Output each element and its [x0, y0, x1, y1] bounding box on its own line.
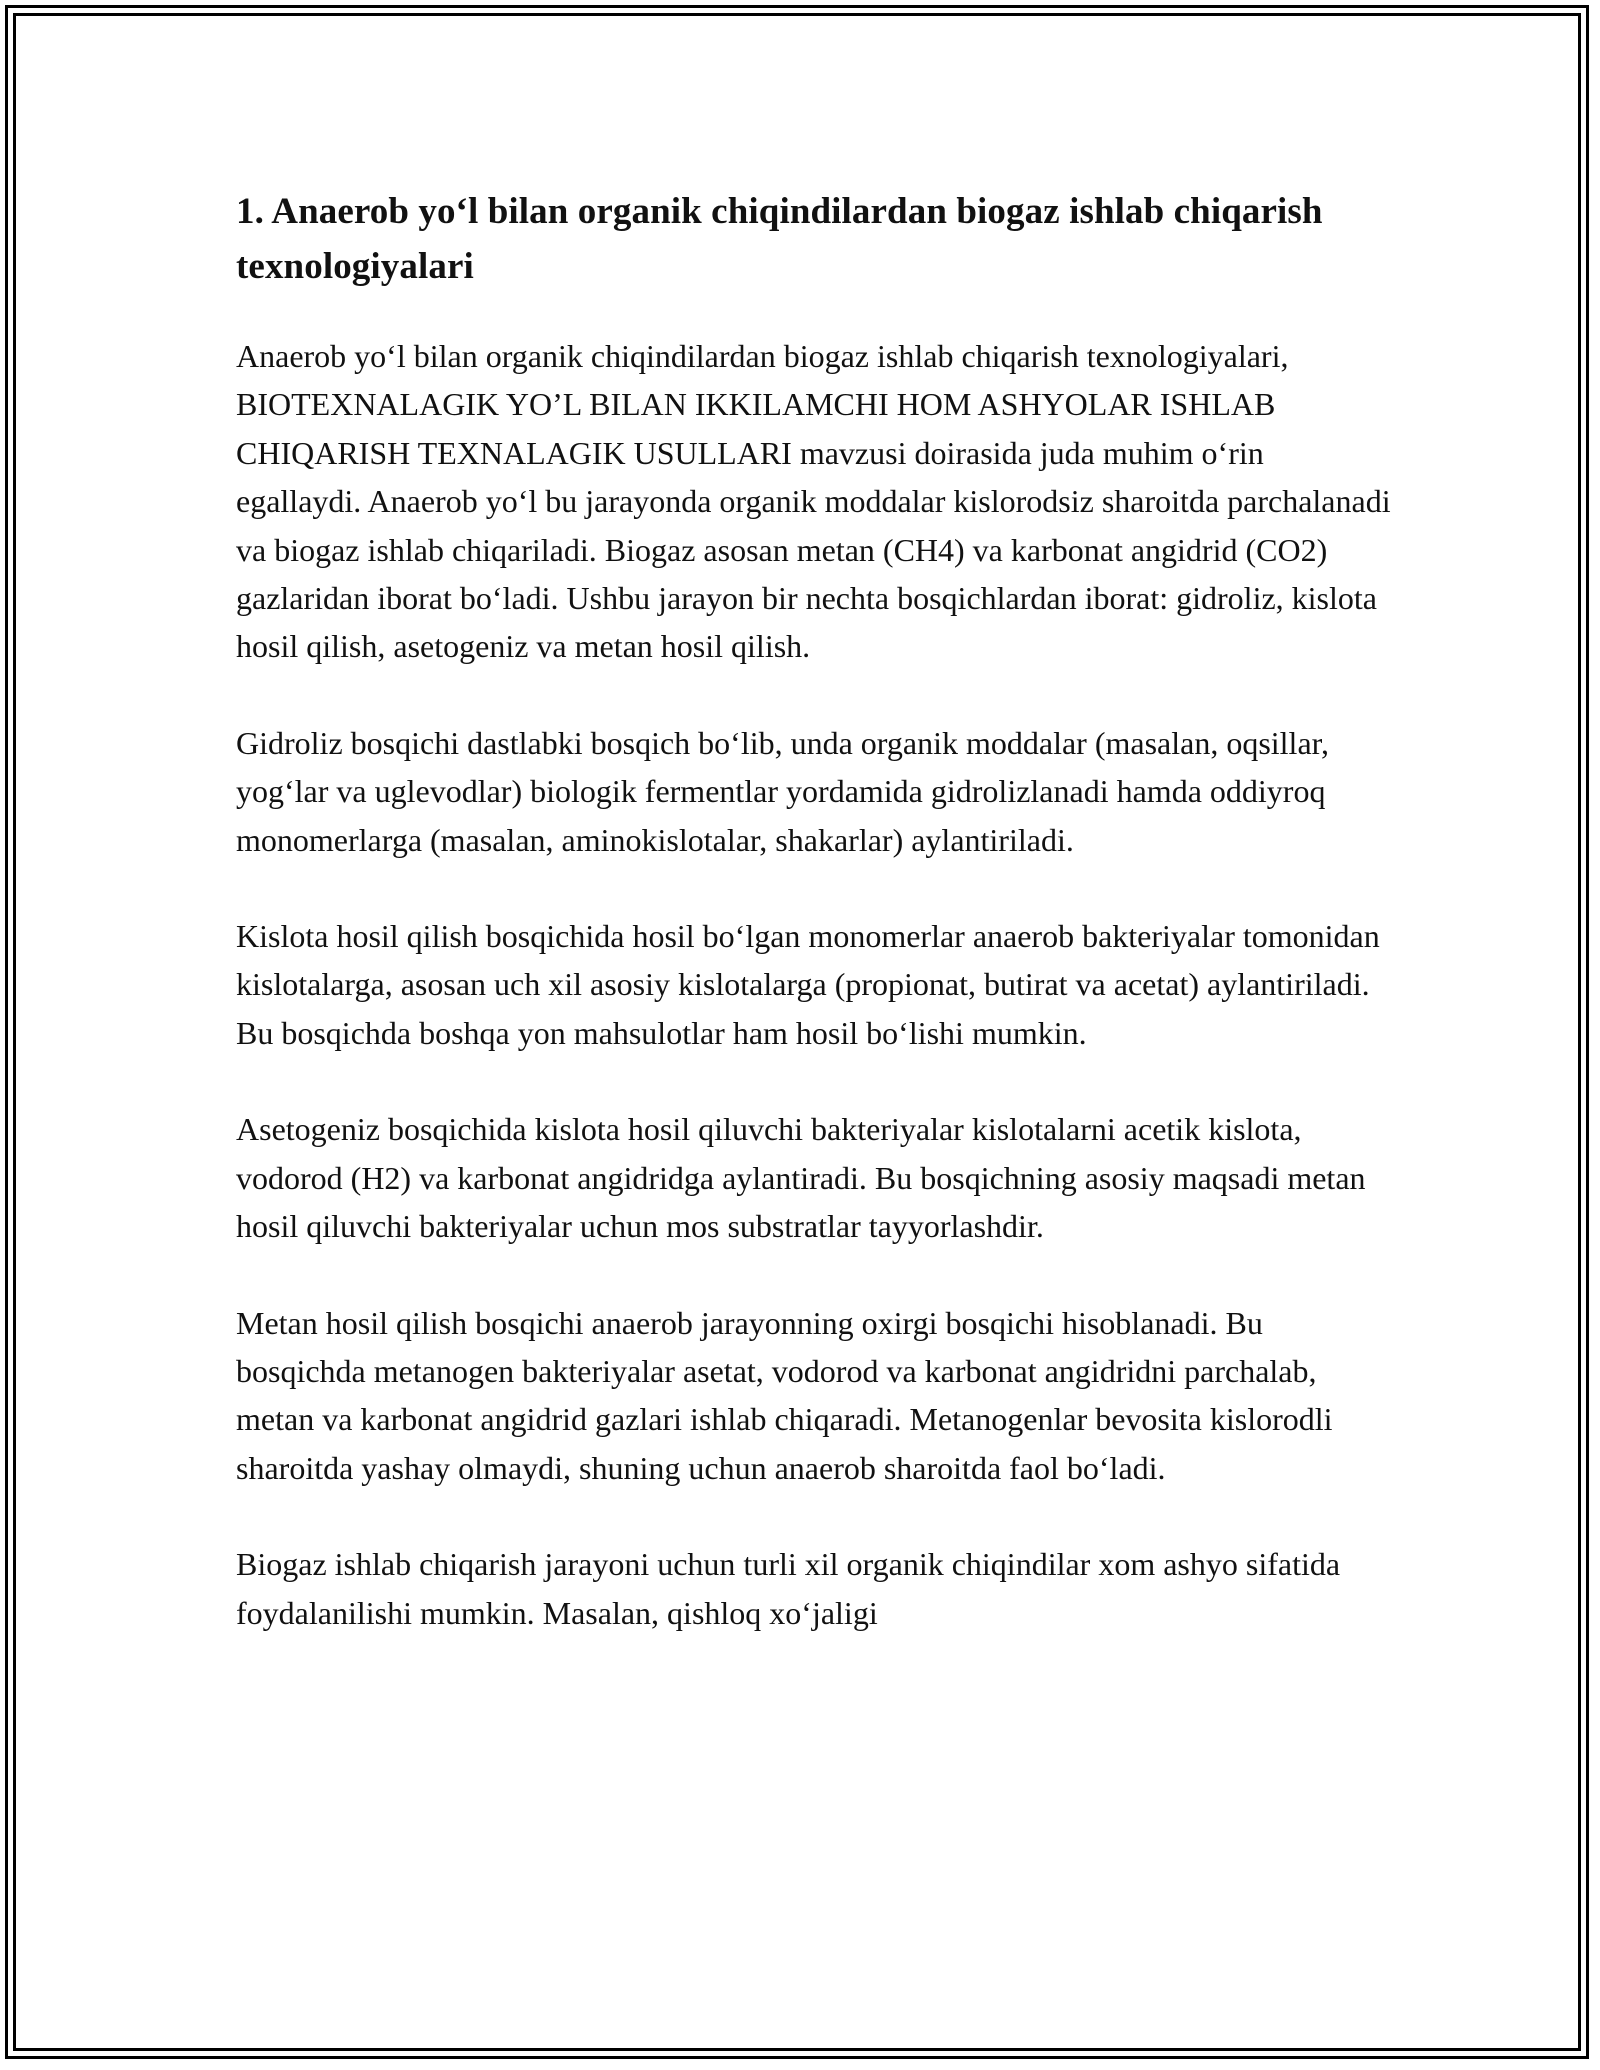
paragraph-acidogenesis: Kislota hosil qilish bosqichida hosil bo‘lgan monomerlar anaerob bakteriyalar tomonidan kislotalarga, asosan uch xil asosiy kislotalarga (propionat, butirat va acetat) aylantiriladi. Bu bosqichda boshqa yon mahsulotlar ham hosil bo‘lishi mumkin.: [236, 918, 1380, 1051]
paragraph-feedstock: Biogaz ishlab chiqarish jarayoni uchun turli xil organik chiqindilar xom ashyo sifatida foydalanilishi mumkin. Masalan, qishloq xo‘jaligi: [236, 1546, 1341, 1631]
paragraph-acetogenesis: Asetogeniz bosqichida kislota hosil qiluvchi bakteriyalar kislotalarni acetik kislota, vodorod (H2) va karbonat angidridga aylantiradi. Bu bosqichning asosiy maqsadi metan hosil qiluvchi bakteriyalar uchun mos substratlar tayyorlashdir.: [236, 1111, 1366, 1245]
paragraph-intro: Anaerob yo‘l bilan organik chiqindilardan biogaz ishlab chiqarish texnologiyalari, BIOTEXNALAGIK YO’L BILAN IKKILAMCHI HOM ASHYOLAR ISHLAB CHIQARISH TEXNALAGIK USULLARI mavzusi doirasida juda muhim o‘rin egallaydi. Anaerob yo‘l bu jarayonda organik moddalar kislorodsiz sharoitda parchalanadi va biogaz ishlab chiqariladi. Biogaz asosan metan (CH4) va karbonat angidrid (CO2) gazlaridan iborat bo‘ladi. Ushbu jarayon bir nechta bosqichlardan iborat: gidroliz, kislota hosil qilish, asetogeniz va metan hosil qilish.: [236, 338, 1391, 665]
document-body: [236, 184, 1396, 1685]
paragraph-methanogenesis: Metan hosil qilish bosqichi anaerob jarayonning oxirgi bosqichi hisoblanadi. Bu bosqichda metanogen bakteriyalar asetat, vodorod va karbonat angidridni parchalab, metan va karbonat angidrid gazlari ishlab chiqaradi. Metanogenlar bevosita kislorodli sharoitda yashay olmaydi, shuning uchun anaerob sharoitda faol bo‘ladi.: [236, 1304, 1333, 1486]
paragraph-hydrolysis: Gidroliz bosqichi dastlabki bosqich bo‘lib, unda organik moddalar (masalan, oqsillar, yog‘lar va uglevodlar) biologik fermentlar yordamida gidrolizlanadi hamda oddiyroq monomerlarga (masalan, aminokislotalar, shakarlar) aylantiriladi.: [236, 724, 1330, 858]
section-heading: 1. Anaerob yo‘l bilan organik chiqindilardan biogaz ishlab chiqarish texnologiyalari: [236, 191, 1323, 287]
